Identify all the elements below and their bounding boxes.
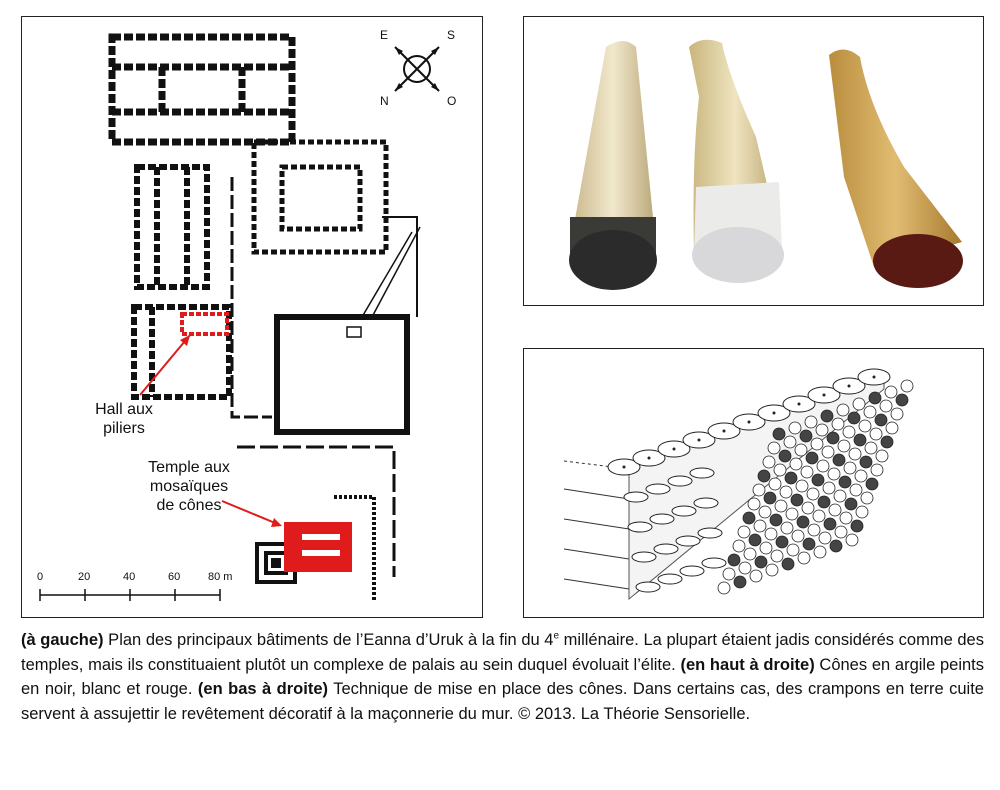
highlight-hall [182, 314, 227, 334]
cone-mosaic-cell [790, 458, 802, 470]
cone-mosaic-cell [744, 548, 756, 560]
site-plan-panel [21, 16, 483, 618]
cone-mosaic-cell [805, 416, 817, 428]
cone-mosaic-cell [821, 410, 833, 422]
cone-head-dot [748, 421, 751, 424]
caption-left-text-2: millénaire. La plupart étaient jadis considérés comme des temples, mais ils constituaient plutôt un complexe de palais au sein duquel évoluait l’élite. [21, 631, 984, 674]
cone-mosaic-cell [828, 468, 840, 480]
cone-mosaic-cell [856, 506, 868, 518]
cone-mosaic-cell [881, 436, 893, 448]
cone-head-dot [698, 439, 701, 442]
cone-red [829, 49, 963, 288]
cone-mosaic-cell [739, 562, 751, 574]
cone-mosaic-cell [876, 450, 888, 462]
cone-head-dot [623, 466, 626, 469]
cone-mosaic-cell [779, 450, 791, 462]
caption-bottom-right-tag: (en bas à droite) [197, 680, 329, 698]
temple-label-line: mosaïques [149, 478, 229, 495]
cone-mosaic-cell [738, 526, 750, 538]
cone-head-dot [848, 385, 851, 388]
scale-bar [40, 589, 220, 601]
figure-caption [21, 628, 984, 726]
cone-head [654, 544, 678, 554]
cone-head [646, 484, 670, 494]
cone-mosaic-cell [791, 494, 803, 506]
cone-mosaic-cell [798, 552, 810, 564]
caption-top-right-text: Cônes en argile peints en noir, blanc et rouge. [21, 655, 984, 698]
cone-mosaic-cell [733, 540, 745, 552]
cone-head [636, 582, 660, 592]
cone-mosaic-cell [755, 556, 767, 568]
cone-mosaic-cell [743, 512, 755, 524]
cone-mosaic-cell [784, 436, 796, 448]
compass-label-s: S [447, 28, 456, 42]
cone-mosaic-cell [870, 428, 882, 440]
cone-head [680, 566, 704, 576]
cone-mosaic-cell [844, 462, 856, 474]
cone-head-dot [723, 430, 726, 433]
cones-photo-panel [523, 16, 984, 306]
cone-mosaic-cell [748, 498, 760, 510]
building-great-court [277, 317, 407, 432]
cone-mosaic-cell [774, 464, 786, 476]
cone-mosaic-cell [776, 536, 788, 548]
temple-label [134, 458, 244, 515]
cone-mosaic-cell [802, 502, 814, 514]
plan-buildings [112, 37, 420, 602]
cone-mosaic-cell [806, 452, 818, 464]
cone-mosaic-cell [797, 516, 809, 528]
hall-label-line: piliers [103, 420, 145, 437]
cone-mosaic-cell [837, 404, 849, 416]
cone-mosaic-cell [885, 386, 897, 398]
scale-tick-label: 40 [123, 571, 136, 583]
cone-mosaic-cell [896, 394, 908, 406]
cone-mosaic-cell [782, 558, 794, 570]
cone-head-dot [873, 376, 876, 379]
cone-mosaic-cell [718, 582, 730, 594]
cone-mosaic-cell [781, 522, 793, 534]
cone-mosaic-cell [763, 456, 775, 468]
compass-icon [395, 47, 439, 91]
scale-tick-label: 80 m [208, 571, 233, 583]
cone-mosaic-cell [891, 408, 903, 420]
cone-mosaic-cell [823, 482, 835, 494]
caption-left-text: Plan des principaux bâtiments de l’Eanna d’Uruk à la fin du 4 [103, 631, 554, 649]
cone-mosaic-cell [827, 432, 839, 444]
cone-mosaic-cell [808, 524, 820, 536]
cone-head [698, 528, 722, 538]
cones-photo [524, 17, 984, 306]
cone-mosaic-cell [851, 520, 863, 532]
cone-mosaic-cell [773, 428, 785, 440]
cone-mosaic-cell [848, 412, 860, 424]
cone-mosaic-cell [835, 526, 847, 538]
cone-mosaic-cell [766, 564, 778, 576]
cone-mosaic-cell [859, 420, 871, 432]
cone-mosaic-cell [850, 484, 862, 496]
cone-mosaic-cell [843, 426, 855, 438]
cone-mosaic-cell [875, 414, 887, 426]
cone-mosaic-cell [800, 430, 812, 442]
cone-mosaic-cell [833, 454, 845, 466]
cone-mosaic-cell [854, 434, 866, 446]
cone-mosaic-cell [728, 554, 740, 566]
cone-technique-drawing [524, 349, 984, 618]
scale-tick-label: 20 [78, 571, 91, 583]
hall-label-line: Hall aux [95, 401, 153, 418]
cone-mosaic-cell [754, 520, 766, 532]
cone-head [668, 476, 692, 486]
caption-top-right-tag: (en haut à droite) [680, 655, 815, 674]
hall-label [74, 400, 174, 438]
highlight-temple [284, 522, 352, 572]
cone-mosaic-cell [801, 466, 813, 478]
caption-left-tag: (à gauche) [21, 631, 104, 649]
cone-head-dot [798, 403, 801, 406]
cone-mosaic-cell [871, 464, 883, 476]
cone-mosaic-cell [853, 398, 865, 410]
compass-label-n: N [380, 94, 389, 108]
cone-head [624, 492, 648, 502]
cone-head-dot [648, 457, 651, 460]
compass-label-o: O [447, 94, 457, 108]
technique-drawing-panel [523, 348, 984, 618]
cone-mosaic-cell [819, 532, 831, 544]
cone-mosaic-cell [886, 422, 898, 434]
cone-mosaic-cell [824, 518, 836, 530]
cone-mosaic-cell [768, 442, 780, 454]
cone-mosaic-cell [807, 488, 819, 500]
arrow-hall [140, 335, 190, 395]
caption-superscript: e [553, 630, 560, 642]
cone-head [690, 468, 714, 478]
cone-mosaic-cell [758, 470, 770, 482]
cone-mosaic-cell [769, 478, 781, 490]
cone-mosaic-cell [901, 380, 913, 392]
cone-mosaic-cell [771, 550, 783, 562]
cone-head [676, 536, 700, 546]
cone-mosaic-cell [775, 500, 787, 512]
cone-mosaic-cell [816, 424, 828, 436]
compass-label-e: E [380, 28, 389, 42]
cone-mosaic-cell [855, 470, 867, 482]
cone-mosaic-cell [753, 484, 765, 496]
cone-mosaic-cell [750, 570, 762, 582]
cone-mosaic-cell [760, 542, 772, 554]
cone-head [628, 522, 652, 532]
cone-mosaic-cell [785, 472, 797, 484]
cone-mosaic-cell [865, 442, 877, 454]
cone-mosaic-cell [787, 544, 799, 556]
building-palace [254, 142, 386, 252]
cone-mosaic-cell [839, 476, 851, 488]
caption-bottom-right-text: Technique de mise en place des cônes. Dans certains cas, des crampons en terre cuite servent à assujettir le revêtement décoratif à la maçonnerie du mur. © 2013. La Théorie Sensorielle. [21, 680, 984, 723]
temple-label-line: de cônes [156, 497, 222, 514]
cone-mosaic-cell [765, 528, 777, 540]
cone-mosaic-cell [749, 534, 761, 546]
cone-mosaic-cell [866, 478, 878, 490]
cone-mosaic-cell [770, 514, 782, 526]
cone-mosaic-cell [832, 418, 844, 430]
cone-head [694, 498, 718, 508]
cone-mosaic-cell [829, 504, 841, 516]
scale-tick-label: 0 [37, 571, 44, 583]
cone-white [689, 40, 784, 283]
cone-mosaic-cell [880, 400, 892, 412]
cone-head [672, 506, 696, 516]
cone-head-dot [773, 412, 776, 415]
cone-mosaic-cell [817, 460, 829, 472]
cone-mosaic-cell [813, 510, 825, 522]
cone-head [702, 558, 726, 568]
temple-label-line: Temple aux [148, 459, 230, 476]
cone-mosaic-cell [792, 530, 804, 542]
cone-mosaic-cell [796, 480, 808, 492]
cone-mosaic-cell [764, 492, 776, 504]
cone-mosaic-cell [834, 490, 846, 502]
cone-head [632, 552, 656, 562]
cone-mosaic-cell [861, 492, 873, 504]
cone-mosaic-cell [864, 406, 876, 418]
cone-mosaic-cell [860, 456, 872, 468]
cone-mosaic-cell [838, 440, 850, 452]
cone-mosaic-cell [786, 508, 798, 520]
cone-mosaic-cell [830, 540, 842, 552]
site-plan-drawing [22, 17, 483, 618]
building-north [112, 37, 292, 142]
cone-mosaic-cell [818, 496, 830, 508]
cone-mosaic-cell [814, 546, 826, 558]
cone-mosaic-cell [869, 392, 881, 404]
cone-mosaic-cell [759, 506, 771, 518]
cone-mosaic-cell [822, 446, 834, 458]
cone-mosaic-cell [795, 444, 807, 456]
cone-head [650, 514, 674, 524]
cone-mosaic-cell [789, 422, 801, 434]
cone-mosaic-cell [840, 512, 852, 524]
building-west [137, 167, 207, 287]
cone-mosaic-cell [803, 538, 815, 550]
cone-mosaic-cell [734, 576, 746, 588]
cone-mosaic-cell [723, 568, 735, 580]
cone-mosaic-cell [812, 474, 824, 486]
cone-head [658, 574, 682, 584]
cone-black [569, 41, 657, 290]
cone-mosaic-cell [811, 438, 823, 450]
cone-mosaic-cell [849, 448, 861, 460]
cone-head-dot [823, 394, 826, 397]
cone-mosaic-cell [845, 498, 857, 510]
cone-head-dot [673, 448, 676, 451]
cone-mosaic-cell [780, 486, 792, 498]
scale-tick-label: 60 [168, 571, 181, 583]
cone-mosaic-cell [846, 534, 858, 546]
